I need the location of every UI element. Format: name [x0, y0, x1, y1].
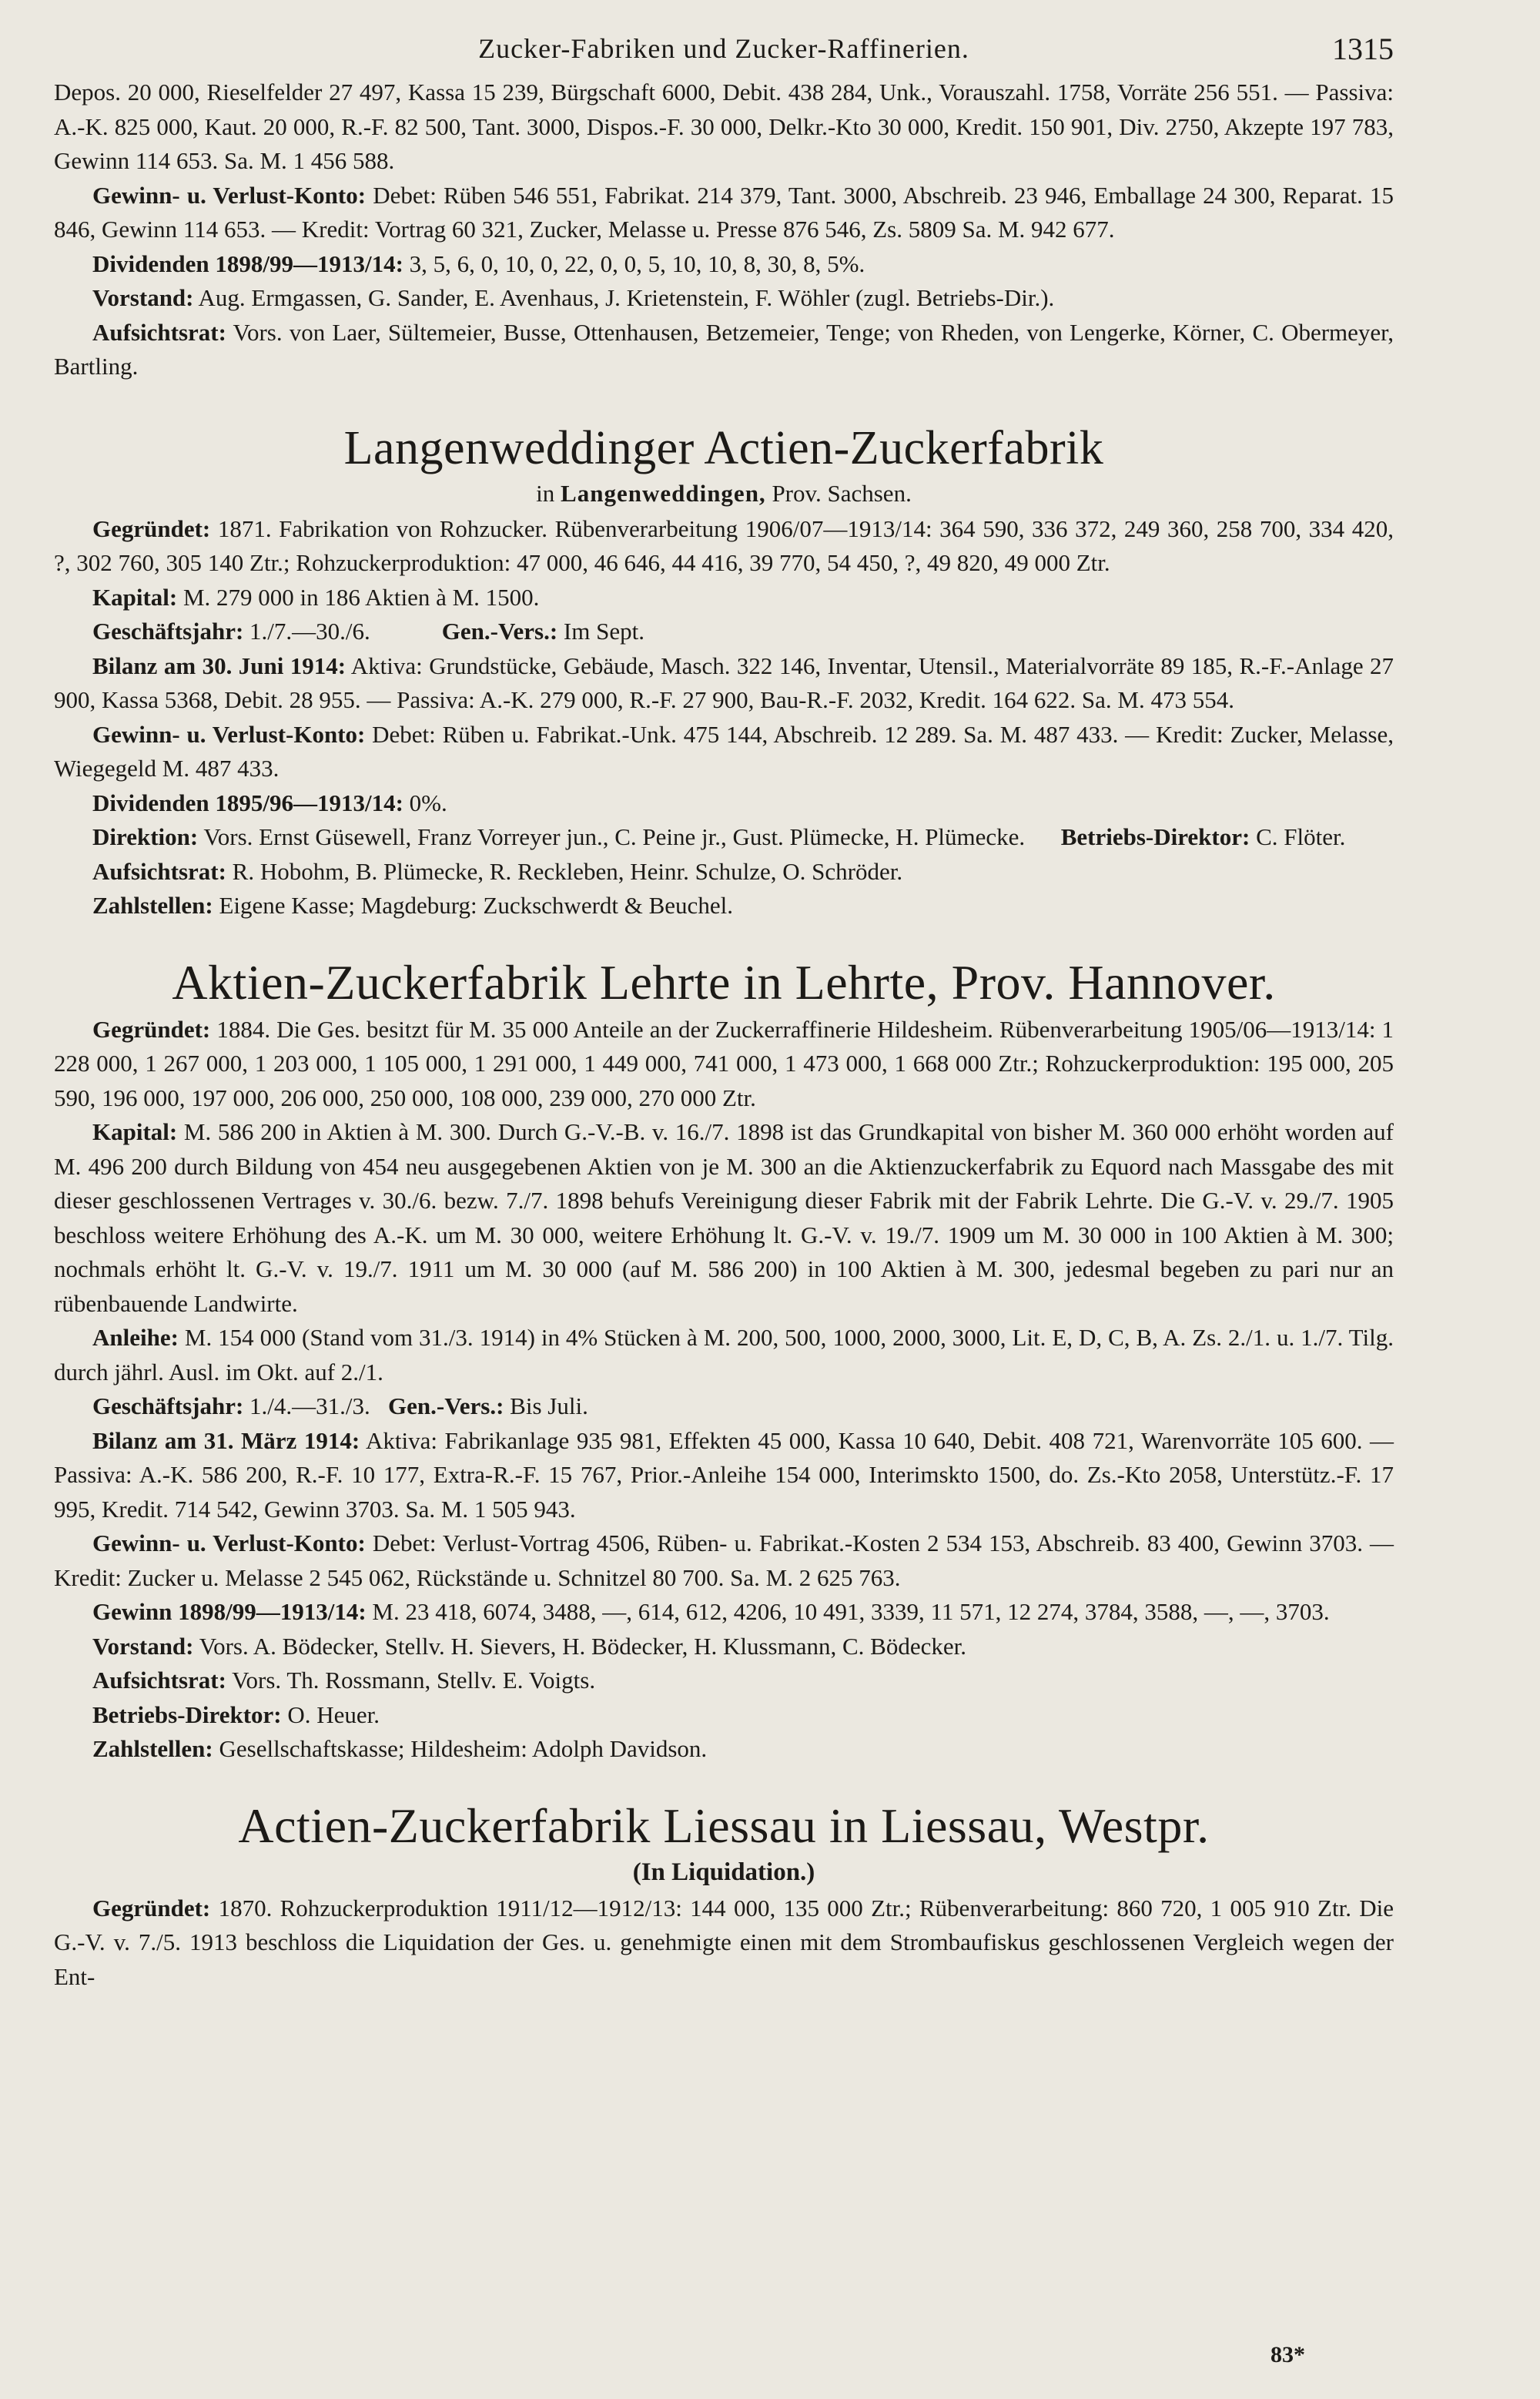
- capital: Kapital: M. 279 000 in 186 Aktien à M. 1500.: [92, 583, 540, 611]
- balance-sheet: Bilanz am 30. Juni 1914: Aktiva: Grundstücke, Gebäude, Masch. 322 146, Inventar, Utensil., Materialvorräte 89 185, R.-F.-Anlage 27 900, Kassa 5368, Debit. 28 955. — Passiva: A.-K. 279 000, R.-F. 27 900, Bau-R.-F. 2032, Kredit. 164 622. Sa. M. 473 554.: [54, 652, 1394, 713]
- founded: Gegründet: 1870. Rohzuckerproduktion 1911/12—1912/13: 144 000, 135 000 Ztr.; Rübenverarbeitung: 860 720, 1 005 910 Ztr. Die G.-V. v. 7./5. 1913 beschloss die Liquidation der Ges. u. genehmigte einen mit dem Strombaufiskus geschlossenen Vergleich wegen der Ent-: [54, 1894, 1394, 1990]
- balance-sheet: Bilanz am 31. März 1914: Aktiva: Fabrikanlage 935 981, Effekten 45 000, Kassa 10 640, Debit. 408 721, Warenvorräte 105 600. — Passiva: A.-K. 586 200, R.-F. 10 177, Extra-R.-F. 15 767, Prior.-Anleihe 154 000, Interimskto 1500, do. Zs.-Kto 2058, Unterstütz.-F. 17 995, Kredit. 714 542, Gewinn 3703. Sa. M. 1 505 943.: [54, 1426, 1394, 1523]
- balance-continuation: Depos. 20 000, Rieselfelder 27 497, Kassa 15 239, Bürgschaft 6000, Debit. 438 284, Unk., Vorauszahl. 1758, Vorräte 256 551. — Passiva: A.-K. 825 000, Kaut. 20 000, R.-F. 82 500, Tant. 3000, Dispos.-F. 30 000, Delkr.-Kto 30 000, Kredit. 150 901, Div. 2750, Akzepte 197 783, Gewinn 114 653. Sa. M. 1 456 588.: [54, 79, 1394, 174]
- liquidation-note: (In Liquidation.): [632, 1858, 815, 1886]
- board: Vorstand: Vors. A. Bödecker, Stellv. H. Sievers, H. Bödecker, H. Klussmann, C. Bödecker.: [92, 1632, 966, 1660]
- supervisory-board: Aufsichtsrat: R. Hobohm, B. Plümecke, R. Reckleben, Heinr. Schulze, O. Schröder.: [92, 857, 903, 885]
- operations-director: Betriebs-Direktor: O. Heuer.: [92, 1700, 380, 1728]
- paying-agents: Zahlstellen: Gesellschaftskasse; Hildesheim: Adolph Davidson.: [92, 1735, 708, 1762]
- company-title: Aktien-Zuckerfabrik Lehrte in Lehrte, Prov. Hannover.: [172, 954, 1276, 1010]
- section-liessau: [54, 1798, 1394, 1995]
- sheet-signature: 83*: [1270, 2342, 1305, 2367]
- dividends: Dividenden 1898/99—1913/14: 3, 5, 6, 0, 10, 0, 22, 0, 0, 5, 10, 10, 8, 30, 8, 5%.: [92, 250, 865, 277]
- section-langenweddinger: [54, 420, 1394, 923]
- fiscal-year: Geschäftsjahr: 1./7.—30./6. Gen.-Vers.: Im Sept.: [92, 618, 644, 645]
- paying-agents: Zahlstellen: Eigene Kasse; Magdeburg: Zuckschwerdt & Beuchel.: [92, 892, 733, 919]
- supervisory-board: Aufsichtsrat: Vors. von Laer, Sültemeier, Busse, Ottenhausen, Betzemeier, Tenge; von Rheden, von Lengerke, Körner, C. Obermeyer, Bartling.: [54, 318, 1394, 380]
- running-title: Zucker-Fabriken und Zucker-Raffinerien.: [478, 33, 969, 64]
- profits: Gewinn 1898/99—1913/14: M. 23 418, 6074, 3488, —, 614, 612, 4206, 10 491, 3339, 11 571, 12 274, 3784, 3588, —, —, 3703.: [92, 1598, 1330, 1625]
- capital: Kapital: M. 586 200 in Aktien à M. 300. Durch G.-V.-B. v. 16./7. 1898 ist das Grundkapital von bisher M. 360 000 erhöht worden auf M. 496 200 durch Bildung von 454 neu ausgegebenen Aktien von je M. 300 an die Aktienzuckerfabrik zu Equord nach Massgabe des mit dieser geschlossenen Vertrages v. 30./6. bezw. 7./7. 1898 behufs Vereinigung dieser Fabrik mit der Fabrik Lehrte. Die G.-V. v. 29./7. 1905 beschloss weitere Erhöhung des A.-K. um M. 30 000, weitere Erhöhung lt. G.-V. v. 19./7. 1909 um M. 30 000 in 100 Aktien à M. 300; nochmals erhöht lt. G.-V. v. 19./7. 1911 um M. 30 000 (auf M. 586 200) in 100 Aktien à M. 300, jedesmal begeben zu pari nur an rübenbauende Landwirte.: [54, 1118, 1394, 1317]
- founded: Gegründet: 1884. Die Ges. besitzt für M. 35 000 Anteile an der Zuckerraffinerie Hildesheim. Rübenverarbeitung 1905/06—1913/14: 1 228 000, 1 267 000, 1 203 000, 1 105 000, 1 291 000, 1 449 000, 741 000, 1 473 000, 1 668 000 Ztr.; Rohzuckerproduktion: 195 000, 205 590, 196 000, 197 000, 206 000, 250 000, 108 000, 239 000, 270 000 Ztr.: [54, 1015, 1394, 1111]
- board: Vorstand: Aug. Ermgassen, G. Sander, E. Avenhaus, J. Krietenstein, F. Wöhler (zugl. Betriebs-Dir.).: [92, 284, 1055, 311]
- directors: Direktion: Vors. Ernst Güsewell, Franz Vorreyer jun., C. Peine jr., Gust. Plümecke, H. Plümecke. Betriebs-Direktor: C. Flöter.: [92, 823, 1346, 850]
- founded: Gegründet: 1871. Fabrikation von Rohzucker. Rübenverarbeitung 1906/07—1913/14: 364 590, 336 372, 249 360, 258 700, 334 420, ?, 302 760, 305 140 Ztr.; Rohzuckerproduktion: 47 000, 46 646, 44 416, 39 770, 54 450, ?, 49 820, 49 000 Ztr.: [54, 514, 1394, 576]
- page-number: 1315: [1332, 32, 1394, 66]
- profit-loss-account: Gewinn- u. Verlust-Konto: Debet: Verlust-Vortrag 4506, Rüben- u. Fabrikat.-Kosten 2 534 153, Abschreib. 83 400, Gewinn 3703. — Kredit: Zucker u. Melasse 2 545 062, Rückstände u. Schnitzel 80 700. Sa. M. 2 625 763.: [54, 1530, 1394, 1591]
- profit-loss-account: Gewinn- u. Verlust-Konto: Debet: Rüben u. Fabrikat.-Unk. 475 144, Abschreib. 12 289. Sa. M. 487 433. — Kredit: Zucker, Melasse, Wiegegeld M. 487 433.: [54, 720, 1394, 782]
- company-title: Actien-Zuckerfabrik Liessau in Liessau, Westpr.: [238, 1798, 1210, 1853]
- loan: Anleihe: M. 154 000 (Stand vom 31./3. 1914) in 4% Stücken à M. 200, 500, 1000, 2000, 3000, Lit. E, D, C, B, A. Zs. 2./1. u. 1./7. Tilg. durch jährl. Ausl. im Okt. auf 2./1.: [54, 1324, 1394, 1385]
- running-header: [54, 28, 1394, 75]
- section-continuation: [54, 75, 1394, 384]
- company-location: in Langenweddingen, Prov. Sachsen.: [536, 479, 912, 507]
- section-lehrte: [54, 954, 1394, 1767]
- company-title: Langenweddinger Actien-Zuckerfabrik: [343, 421, 1104, 474]
- supervisory-board: Aufsichtsrat: Vors. Th. Rossmann, Stellv. E. Voigts.: [92, 1667, 596, 1694]
- dividends: Dividenden 1895/96—1913/14: 0%.: [92, 789, 447, 816]
- fiscal-year: Geschäftsjahr: 1./4.—31./3. Gen.-Vers.: Bis Juli.: [92, 1392, 588, 1419]
- profit-loss-account: Gewinn- u. Verlust-Konto: Debet: Rüben 546 551, Fabrikat. 214 379, Tant. 3000, Abschreib. 23 946, Emballage 24 300, Reparat. 15 846, Gewinn 114 653. — Kredit: Vortrag 60 321, Zucker, Melasse u. Presse 876 546, Zs. 5809 Sa. M. 942 677.: [54, 181, 1394, 243]
